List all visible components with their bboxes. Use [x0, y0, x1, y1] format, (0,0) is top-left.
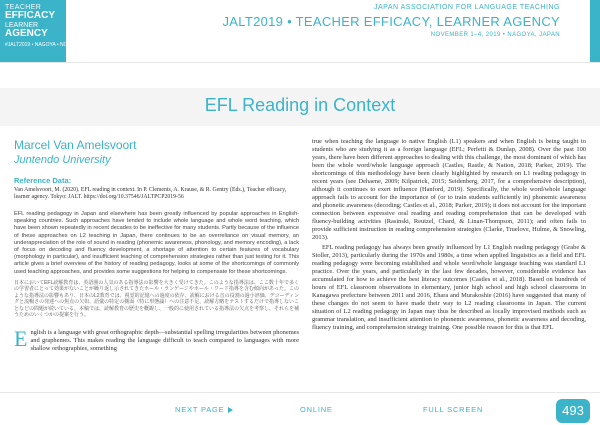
online-label: ONLINE	[300, 405, 333, 414]
body-paragraph-1: true when teaching the language to native English (L1) speakers and when English is being taught to students who are studying it as a foreign language (EFL; Perfetti & Dunlap, 2008). Over the past 100 years, there have been different approaches to dealing with this challenge, the most dominant of which has been the whole word/whole language approach (Castles, Rastle, & Nation, 2018; Parker, 2019). The shortcomings of this methodology have been clearly highlighted by research on L1 reading pedagogy in recent years (see Dehaene, 2009; Kilpatrick, 2015; Seidenberg, 2017, for a comprehensive description), although it continues to exert influence (Hanford, 2019). Specifically, the whole word/whole language approach fails to account for the importance of (or to train students sufficiently in) phonemic awareness and phonetic awareness (decoding; Castles et al., 2018; Parker, 2019); it does not account for the important connection between expressive oral reading and reading comprehension that can be developed with fluency-building activities (Rasinski, Reutzel, Chard, & Linan-Thompson, 2011); and often fails to provide sufficient instruction in reading comprehension strategies (Clarke, Truelove, Hulme, & Snowling, 2013).	[312, 138, 586, 241]
association-name: JAPAN ASSOCIATION FOR LANGUAGE TEACHING	[374, 4, 560, 11]
logo-line-5: #JALT2019 • NAGOYA • NOV 1-4	[5, 42, 80, 48]
body-paragraph-2: EFL reading pedagogy has always been greatly influenced by L1 English reading pedagogy (Grabe & Stoller, 2013), particularly during the 1970s and 1980s, a time when applied linguistics as a field and EFL reading pedagogy were becoming established and whole word/whole language teaching was standard L1 practice. Over the years, and particularly in the last few decades, however, considerable evidence has accumulated for how to achieve the best literacy outcomes (Castles et al., 2018). Based on hundreds of hours of EFL classroom observations in elementary, junior high school and high school classrooms in Kanagawa prefecture between 2011 and 2016, Ehara and Murakoshie (2016) have suggested that many of these changes do not seem to have made their way to L2 reading classrooms in Japan. The current situation of L2 reading pedagogy in Japan may thus be described as locally improvised methods such as grammar translation, and insufficient attention to phonemic awareness, phonetic awareness and decoding, fluency training, and comprehension strategy training. One possible reason for this is that EFL	[312, 244, 586, 331]
conference-date: NOVEMBER 1–4, 2019 • NAGOYA, JAPAN	[430, 32, 560, 38]
author-name: Marcel Van Amelsvoort	[14, 138, 137, 152]
full-screen-label: FULL SCREEN	[423, 405, 484, 414]
reference-heading: Reference Data:	[14, 176, 72, 185]
author-affiliation: Juntendo University	[14, 154, 111, 166]
side-tab	[590, 0, 600, 62]
intro-paragraph	[14, 325, 299, 353]
intro-text: nglish is a language with great orthographic depth—substantial spelling irregularities between phonemes and graphemes. This makes reading the language difficult to teach compared to languages with more shallow orthographies, something	[30, 328, 299, 352]
page-number: 493	[556, 399, 590, 423]
page-footer	[0, 392, 600, 425]
online-link[interactable]	[300, 405, 333, 414]
next-page-link[interactable]	[175, 405, 233, 414]
logo-line-4: AGENCY	[5, 28, 48, 39]
drop-cap: E	[14, 325, 28, 351]
conference-title: JALT2019 • TEACHER EFFICACY, LEARNER AGENCY	[222, 14, 560, 29]
right-column	[312, 138, 586, 334]
logo-line-3: LEARNER	[5, 22, 39, 29]
reference-text: Van Amelsvoort, M. (2020). EFL reading in context. In P. Clements, A. Krause, & R. Gentry (Eds.), Teacher efficacy, learner agency. Tokyo: JALT. https://doi.org/10.37546/JALTPCP2019-56	[14, 187, 287, 200]
conference-logo	[0, 0, 80, 62]
arrow-right-icon	[228, 407, 233, 413]
page-header	[0, 0, 600, 63]
article-title: EFL Reading in Context	[204, 95, 396, 115]
logo-line-1: TEACHER	[5, 4, 42, 11]
next-page-label: NEXT PAGE	[175, 405, 225, 414]
abstract-japanese: 日本においてEFL読解教育は、英語圏の人気のある指導法の影響を大きく受けてきた。このような指導法は、ここ数十年で多くの学習者にとって効果がないことが繰り返し示されてきたホール・ランゲージやホール・ワード指導を含む傾向があった。このような指導法の影響もあり、日本のL2教育では、視覚的記憶への過度の依存、読解における音の役割の過小評価、デコーディングと流暢さの発達への焦点の欠如、語彙の特定の側面（特に形態論）への注意不足、読解方略をテストするだけで指導しないことなどの問題が続いている。本稿では、読解教育の歴史を概観し、一般的に使用されている指導法の欠点を考察し、それらを補うためのいくつかの提案を行う。	[14, 279, 300, 319]
logo-line-2: EFFICACY	[5, 10, 55, 21]
full-screen-link[interactable]	[423, 405, 483, 414]
left-column	[14, 138, 299, 353]
abstract-english: EFL reading pedagogy in Japan and elsewhere has been greatly influenced by popular approaches in English-speaking countries. Such approaches have tended to include whole language and whole word teaching, which have been shown repeatedly in recent decades to be ineffective for many students. Partly because of the influence of these approaches on L2 teaching in Japan, there continues to be an overreliance on visual memory, an underappreciation of the role of sound in reading (phonemic awareness, phonology, and memory encoding), a lack of focus on decoding and fluency development, a shortage of attention to certain features of vocabulary (morphology in particular), and insufficient teaching of comprehension strategies rather than just testing for it. This article gives a brief overview of the history of reading pedagogy, looks at some of the shortcomings of commonly used teaching approaches, and provides some suggestions for helping to compensate for these shortcomings.	[14, 211, 299, 275]
